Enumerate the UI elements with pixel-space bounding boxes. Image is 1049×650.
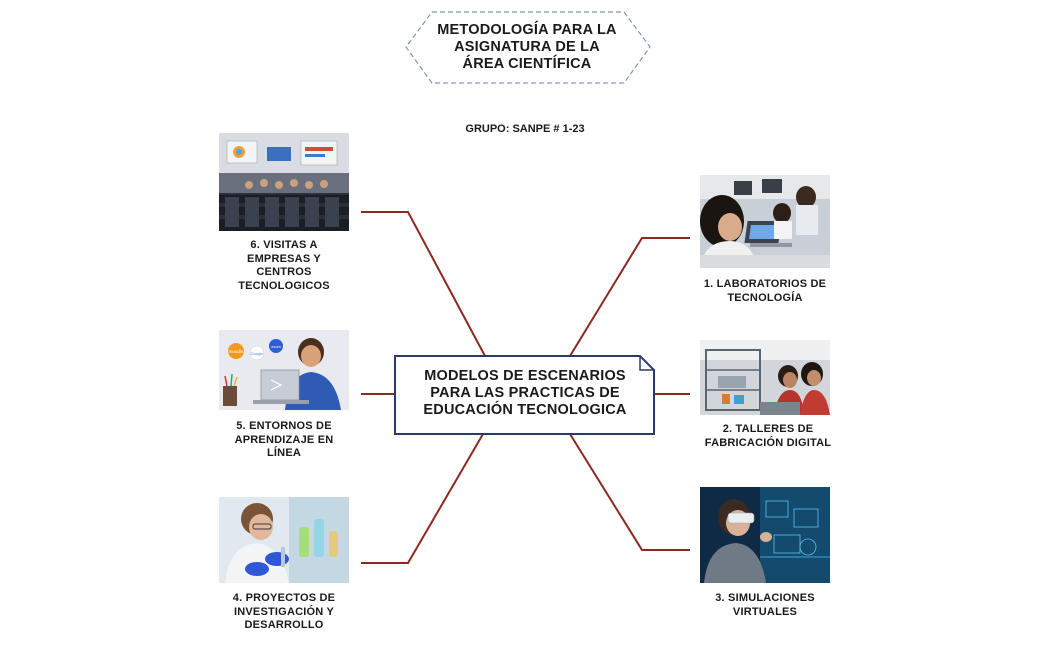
caption-b1 — [694, 278, 836, 305]
caption-b6-line-1: 6. VISITAS A — [250, 239, 318, 251]
photo-fab-workshop — [700, 340, 830, 415]
caption-b5-line-1: 5. ENTORNOS DE — [236, 420, 332, 432]
caption-b6-line-2: EMPRESAS Y — [247, 252, 321, 265]
caption-b2-line-1: 2. TALLERES DE — [722, 423, 814, 435]
connector-b4 — [361, 434, 483, 563]
google-logo: Google — [250, 351, 264, 356]
connector-b1 — [570, 238, 690, 356]
central-line-1: MODELOS DE ESCENARIOS — [424, 368, 626, 384]
caption-b5-line-3: LÍNEA — [267, 447, 301, 459]
title-line-2: ASIGNATURA DE LA — [454, 39, 600, 55]
central-line-2: PARA LAS PRACTICAS DE — [430, 385, 620, 401]
caption-b4-line-3: DESARROLLO — [244, 619, 324, 631]
caption-b4-line-2: INVESTIGACIÓN Y — [234, 605, 334, 618]
diagram-title — [408, 22, 646, 73]
caption-b2-line-2: FABRICACIÓN DIGITAL — [704, 436, 832, 449]
connector-b3 — [570, 434, 690, 550]
photo-research-lab — [219, 497, 349, 583]
central-node — [396, 368, 654, 419]
photo-online-learning — [219, 330, 349, 410]
caption-b4-line-1: 4. PROYECTOS DE — [232, 592, 336, 604]
caption-b6 — [218, 239, 350, 293]
caption-b3-line-2: VIRTUALES — [732, 605, 798, 618]
caption-b6-line-3: CENTROS — [256, 266, 312, 278]
caption-b1-line-1: 1. LABORATORIOS DE — [703, 278, 827, 290]
caption-b3 — [694, 592, 836, 619]
title-line-1: METODOLOGÍA PARA LA — [437, 22, 617, 38]
caption-b6-line-4: TECNOLOGICOS — [238, 279, 330, 292]
caption-b5 — [218, 420, 350, 461]
photo-vr-simulation — [700, 487, 830, 583]
connector-b6 — [361, 212, 485, 356]
moodle-logo: moodle — [228, 349, 244, 354]
caption-b2 — [694, 423, 842, 450]
caption-b3-line-1: 3. SIMULACIONES — [715, 592, 815, 604]
title-line-3: ÁREA CIENTÍFICA — [462, 56, 592, 72]
photo-company-visit — [219, 133, 349, 231]
caption-b5-line-2: APRENDIZAJE EN — [234, 433, 334, 446]
photo-tech-lab — [700, 175, 830, 268]
caption-b1-line-2: TECNOLOGÍA — [727, 291, 803, 304]
group-label: GRUPO: SANPE # 1-23 — [465, 123, 585, 135]
caption-b4 — [218, 592, 350, 633]
central-line-3: EDUCACIÓN TECNOLOGICA — [423, 402, 627, 418]
zoom-logo: zoom — [271, 344, 281, 349]
